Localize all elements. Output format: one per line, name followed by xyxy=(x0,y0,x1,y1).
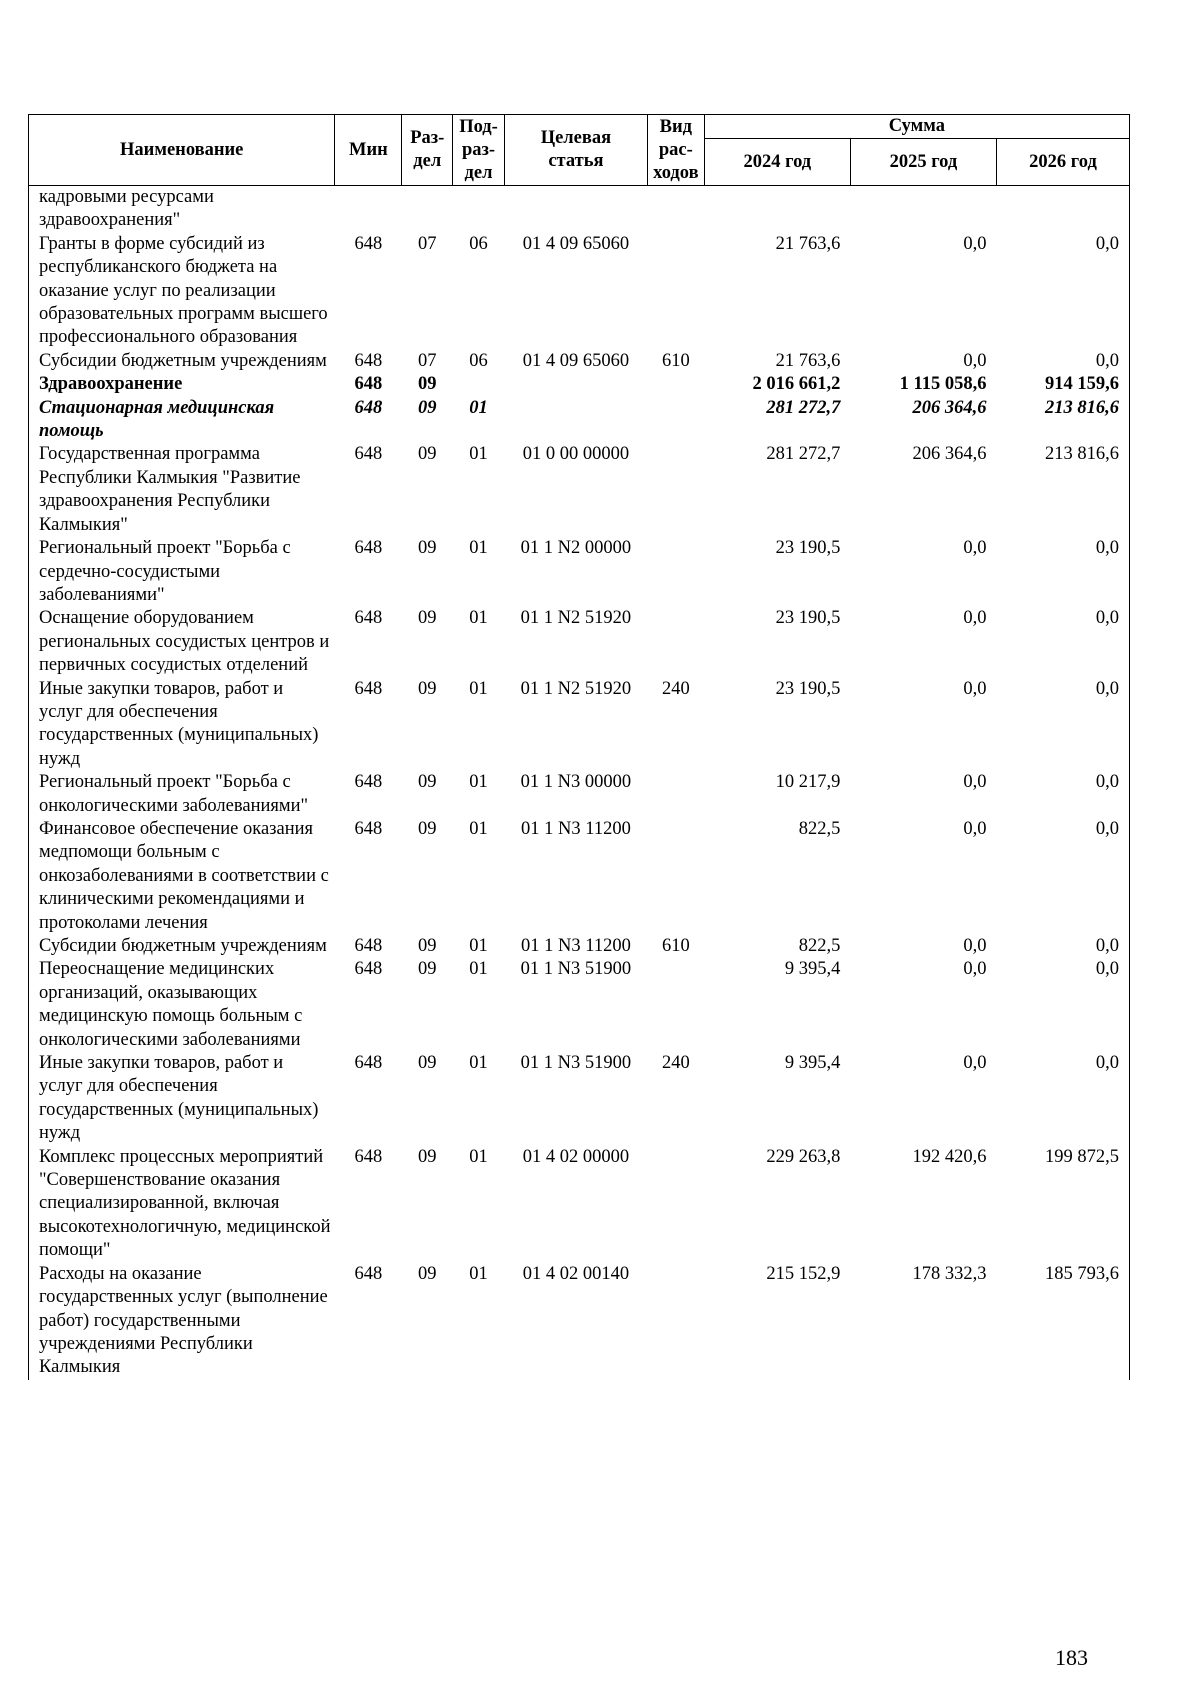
cell-razdel: 09 xyxy=(418,678,437,699)
cell-min: 648 xyxy=(354,818,383,839)
cell-vid-rashodov xyxy=(647,397,704,444)
cell-razdel: 09 xyxy=(418,1053,437,1074)
cell-min: 648 xyxy=(354,538,383,559)
table-row xyxy=(29,818,1130,935)
cell-razdel xyxy=(402,186,453,233)
cell-razdel: 09 xyxy=(418,1146,437,1167)
cell-vid-rashodov xyxy=(647,443,704,537)
cell-2026: 0,0 xyxy=(996,678,1129,772)
cell-celevaya-statya: 01 1 N2 51920 xyxy=(520,678,632,699)
cell-vid-rashodov xyxy=(647,818,704,935)
cell-min: 648 xyxy=(354,233,383,254)
cell-vid-rashodov xyxy=(647,1263,704,1380)
cell-podrazdel: 01 xyxy=(469,772,488,793)
cell-podrazdel: 01 xyxy=(469,678,488,699)
cell-2026: 213 816,6 xyxy=(996,397,1129,444)
cell-podrazdel: 01 xyxy=(469,818,488,839)
cell-2026: 914 159,6 xyxy=(996,373,1129,396)
cell-name: Гранты в форме субсидий из республиканского бюджета на оказание услуг по реализации образовательных программ высшего профессионального образования xyxy=(29,233,335,350)
cell-2025: 192 420,6 xyxy=(912,1146,987,1167)
cell-celevaya-statya: 01 1 N3 11200 xyxy=(521,818,631,839)
cell-2025: 178 332,3 xyxy=(912,1263,987,1284)
cell-2025: 1 115 058,6 xyxy=(899,374,987,395)
cell-razdel: 09 xyxy=(418,374,437,395)
table-row xyxy=(29,607,1130,677)
cell-name: Стационарная медицинская помощь xyxy=(29,397,335,444)
cell-2026: 0,0 xyxy=(996,1052,1129,1146)
table-row xyxy=(29,350,1130,373)
cell-2026: 0,0 xyxy=(996,935,1129,958)
cell-2026: 0,0 xyxy=(996,350,1129,373)
cell-vid-rashodov xyxy=(647,233,704,350)
cell-min: 648 xyxy=(354,1146,383,1167)
cell-celevaya-statya xyxy=(504,186,647,233)
cell-2024: 21 763,6 xyxy=(775,350,841,371)
table-row xyxy=(29,678,1130,772)
cell-celevaya-statya: 01 4 09 65060 xyxy=(522,350,630,371)
cell-name: Региональный проект "Борьба с сердечно-сосудистыми заболеваниями" xyxy=(29,537,335,607)
cell-2024: 23 190,5 xyxy=(775,608,841,629)
cell-2024: 215 152,9 xyxy=(766,1263,841,1284)
cell-2025: 0,0 xyxy=(963,772,987,793)
cell-vid-rashodov xyxy=(647,1146,704,1263)
cell-celevaya-statya: 01 0 00 00000 xyxy=(522,444,630,465)
cell-razdel: 09 xyxy=(418,1263,437,1284)
table-row xyxy=(29,1052,1130,1146)
cell-podrazdel: 01 xyxy=(469,444,488,465)
cell-2026: 0,0 xyxy=(996,818,1129,935)
table-body xyxy=(29,186,1130,1380)
cell-name: Региональный проект "Борьба с онкологическими заболеваниями" xyxy=(29,771,335,818)
cell-2025: 0,0 xyxy=(963,608,987,629)
cell-name: Иные закупки товаров, работ и услуг для обеспечения государственных (муниципальных) нужд xyxy=(29,678,335,772)
cell-celevaya-statya: 01 4 02 00140 xyxy=(522,1263,630,1284)
cell-podrazdel: 01 xyxy=(469,1146,488,1167)
header-name: Наименование xyxy=(29,115,335,186)
cell-celevaya-statya: 01 1 N3 00000 xyxy=(520,772,632,793)
cell-vid-rashodov xyxy=(647,537,704,607)
cell-min: 648 xyxy=(354,678,383,699)
cell-podrazdel: 06 xyxy=(469,350,488,371)
cell-name: Финансовое обеспечение оказания медпомощи больным с онкозаболеваниями в соответствии с клиническими рекомендациями и протоколами лечения xyxy=(29,818,335,935)
cell-2024: 23 190,5 xyxy=(775,678,841,699)
cell-vid-rashodov xyxy=(647,186,704,233)
cell-2025: 206 364,6 xyxy=(912,397,987,418)
cell-name: Оснащение оборудованием региональных сосудистых центров и первичных сосудистых отделений xyxy=(29,607,335,677)
cell-2025: 0,0 xyxy=(963,959,987,980)
cell-2024: 23 190,5 xyxy=(775,538,841,559)
table-header xyxy=(29,115,1130,186)
cell-2024: 281 272,7 xyxy=(766,397,841,418)
header-2025: 2025 год xyxy=(850,139,996,186)
cell-celevaya-statya xyxy=(504,397,647,444)
cell-2024: 21 763,6 xyxy=(775,233,841,254)
table-row xyxy=(29,443,1130,537)
cell-celevaya-statya: 01 4 02 00000 xyxy=(522,1146,630,1167)
cell-2024: 10 217,9 xyxy=(775,772,841,793)
cell-podrazdel xyxy=(453,186,505,233)
cell-min xyxy=(335,186,402,233)
cell-2026: 0,0 xyxy=(996,233,1129,350)
header-vid-rashodov: Вид рас- ходов xyxy=(647,115,704,186)
cell-podrazdel: 01 xyxy=(469,1053,488,1074)
cell-2025: 0,0 xyxy=(963,818,987,839)
cell-vid-rashodov: 240 xyxy=(661,1053,690,1074)
cell-2025: 0,0 xyxy=(963,678,987,699)
page-number: 183 xyxy=(1055,1645,1088,1670)
table-row xyxy=(29,537,1130,607)
cell-min: 648 xyxy=(354,350,383,371)
cell-podrazdel: 01 xyxy=(469,1263,488,1284)
cell-celevaya-statya: 01 4 09 65060 xyxy=(522,233,630,254)
cell-vid-rashodov: 610 xyxy=(661,936,690,956)
cell-name: Субсидии бюджетным учреждениям xyxy=(29,935,335,958)
cell-2026: 185 793,6 xyxy=(996,1263,1129,1380)
cell-celevaya-statya: 01 1 N3 11200 xyxy=(521,936,631,956)
cell-podrazdel: 06 xyxy=(469,233,488,254)
cell-2024: 229 263,8 xyxy=(766,1146,841,1167)
cell-min: 648 xyxy=(354,444,383,465)
cell-name: Переоснащение медицинских организаций, оказывающих медицинскую помощь больным с онкологическими заболеваниями xyxy=(29,958,335,1052)
cell-2025: 0,0 xyxy=(963,233,987,254)
cell-name: Иные закупки товаров, работ и услуг для обеспечения государственных (муниципальных) нужд xyxy=(29,1052,335,1146)
table-row xyxy=(29,1146,1130,1263)
cell-celevaya-statya xyxy=(504,373,647,396)
cell-razdel: 09 xyxy=(418,818,437,839)
cell-2024 xyxy=(704,186,850,233)
cell-name: Государственная программа Республики Калмыкия "Развитие здравоохранения Республики Калмыкия" xyxy=(29,443,335,537)
cell-2024: 2 016 661,2 xyxy=(752,374,841,395)
table-row xyxy=(29,186,1130,233)
cell-podrazdel: 01 xyxy=(469,936,488,956)
cell-celevaya-statya: 01 1 N2 51920 xyxy=(520,608,632,629)
budget-table xyxy=(28,114,1130,1380)
cell-name: Расходы на оказание государственных услуг (выполнение работ) государственными учреждениями Республики Калмыкия xyxy=(29,1263,335,1380)
cell-min: 648 xyxy=(354,608,383,629)
cell-2026 xyxy=(996,186,1129,233)
cell-2025: 0,0 xyxy=(963,538,987,559)
table-row xyxy=(29,373,1130,396)
cell-podrazdel: 01 xyxy=(469,608,488,629)
cell-vid-rashodov xyxy=(647,771,704,818)
cell-2026: 0,0 xyxy=(996,537,1129,607)
header-celevaya-statya: Целевая статья xyxy=(504,115,647,186)
cell-vid-rashodov: 240 xyxy=(661,678,690,699)
cell-celevaya-statya: 01 1 N3 51900 xyxy=(520,1053,632,1074)
cell-min: 648 xyxy=(354,374,383,395)
cell-razdel: 09 xyxy=(418,959,437,980)
cell-razdel: 07 xyxy=(418,233,437,254)
cell-podrazdel: 01 xyxy=(469,397,488,418)
cell-vid-rashodov: 610 xyxy=(661,350,690,371)
cell-vid-rashodov xyxy=(647,958,704,1052)
cell-razdel: 09 xyxy=(418,936,437,956)
cell-razdel: 09 xyxy=(418,538,437,559)
table-row xyxy=(29,397,1130,444)
cell-min: 648 xyxy=(354,936,383,956)
header-razdel: Раз- дел xyxy=(402,115,453,186)
cell-razdel: 09 xyxy=(418,444,437,465)
cell-vid-rashodov xyxy=(647,607,704,677)
cell-podrazdel: 01 xyxy=(469,959,488,980)
cell-2025: 0,0 xyxy=(963,936,987,956)
cell-2026: 213 816,6 xyxy=(996,443,1129,537)
cell-2025: 0,0 xyxy=(963,1053,987,1074)
table-row xyxy=(29,958,1130,1052)
cell-2026: 0,0 xyxy=(996,958,1129,1052)
cell-2025 xyxy=(850,186,996,233)
cell-2026: 199 872,5 xyxy=(996,1146,1129,1263)
cell-name: Здравоохранение xyxy=(29,373,335,396)
header-2024: 2024 год xyxy=(704,139,850,186)
cell-2024: 822,5 xyxy=(798,818,841,839)
cell-min: 648 xyxy=(354,1263,383,1284)
cell-vid-rashodov xyxy=(647,373,704,396)
cell-name: кадровыми ресурсами здравоохранения" xyxy=(29,186,335,233)
table-row xyxy=(29,935,1130,958)
table-row xyxy=(29,233,1130,350)
cell-celevaya-statya: 01 1 N2 00000 xyxy=(520,538,632,559)
table-row xyxy=(29,1263,1130,1380)
cell-min: 648 xyxy=(354,772,383,793)
cell-2026: 0,0 xyxy=(996,607,1129,677)
header-2026: 2026 год xyxy=(996,139,1129,186)
cell-razdel: 09 xyxy=(418,397,437,418)
cell-min: 648 xyxy=(354,397,383,418)
cell-razdel: 09 xyxy=(418,772,437,793)
cell-2024: 9 395,4 xyxy=(784,1053,841,1074)
header-summa: Сумма xyxy=(704,115,1129,139)
cell-2025: 0,0 xyxy=(963,350,987,371)
cell-name: Субсидии бюджетным учреждениям xyxy=(29,350,335,373)
cell-razdel: 07 xyxy=(418,350,437,371)
cell-podrazdel xyxy=(453,373,505,396)
cell-min: 648 xyxy=(354,1053,383,1074)
cell-razdel: 09 xyxy=(418,608,437,629)
cell-celevaya-statya: 01 1 N3 51900 xyxy=(520,959,632,980)
cell-2025: 206 364,6 xyxy=(912,444,987,465)
header-min: Мин xyxy=(335,115,402,186)
cell-podrazdel: 01 xyxy=(469,538,488,559)
cell-2026: 0,0 xyxy=(996,771,1129,818)
cell-2024: 281 272,7 xyxy=(766,444,841,465)
cell-min: 648 xyxy=(354,959,383,980)
table-row xyxy=(29,771,1130,818)
cell-name: Комплекс процессных мероприятий "Совершенствование оказания специализированной, включая высокотехнологичную, медицинской помощи" xyxy=(29,1146,335,1263)
header-podrazdel: Под- раз- дел xyxy=(453,115,505,186)
cell-2024: 9 395,4 xyxy=(784,959,841,980)
cell-2024: 822,5 xyxy=(798,936,841,956)
